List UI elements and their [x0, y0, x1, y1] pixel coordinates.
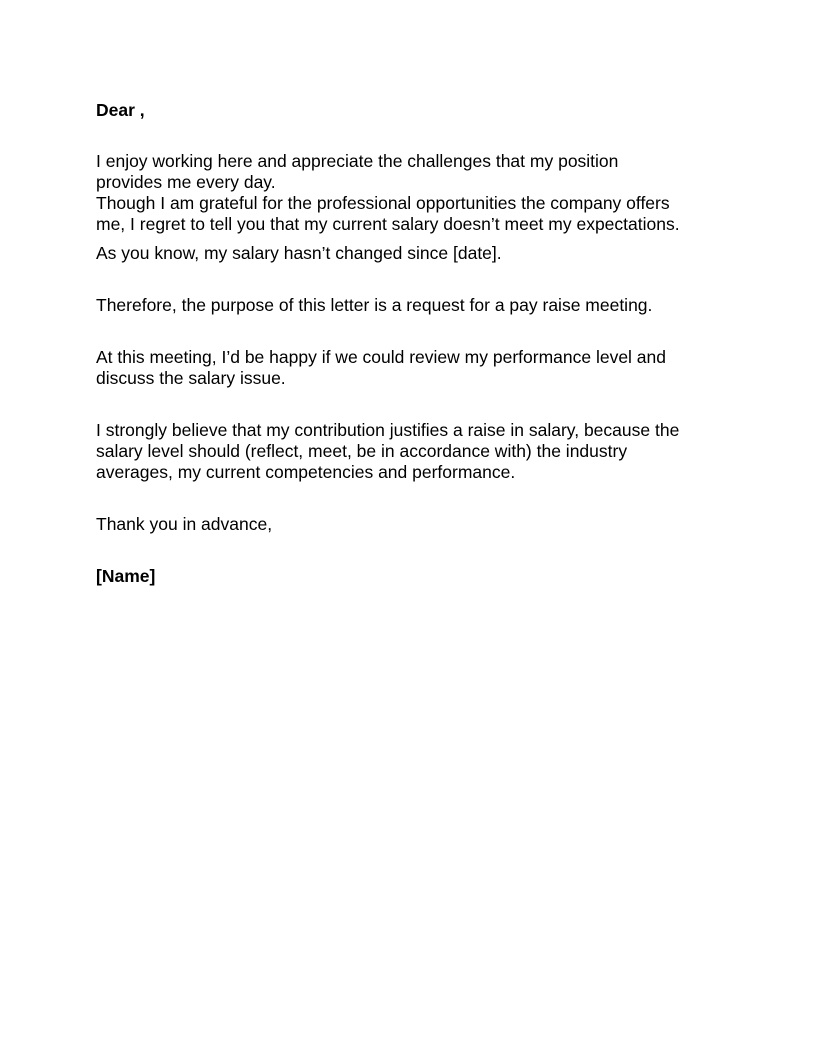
paragraph-purpose [96, 295, 736, 316]
paragraph-line: I strongly believe that my contribution justifies a raise in salary, because the [96, 420, 680, 440]
letter-body [96, 100, 736, 587]
paragraph-line: Therefore, the purpose of this letter is a request for a pay raise meeting. [96, 295, 653, 315]
paragraph-line: provides me every day. [96, 172, 276, 192]
paragraph-salary-unchanged [96, 243, 736, 264]
paragraph-line: I enjoy working here and appreciate the challenges that my position [96, 151, 619, 171]
paragraph-enjoy-working [96, 151, 736, 193]
paragraph-line: Though I am grateful for the professional opportunities the company offers [96, 193, 670, 213]
paragraph-line: salary level should (reflect, meet, be in accordance with) the industry [96, 441, 628, 461]
paragraph-line: me, I regret to tell you that my current salary doesn’t meet my expectations. [96, 214, 680, 234]
paragraph-line: discuss the salary issue. [96, 368, 286, 388]
paragraph-contribution [96, 420, 736, 483]
paragraph-meeting [96, 347, 736, 389]
letter-greeting: Dear , [96, 100, 145, 120]
letter-signature: [Name] [96, 566, 156, 586]
letter-closing: Thank you in advance, [96, 514, 273, 534]
paragraph-line: As you know, my salary hasn’t changed since [date]. [96, 243, 502, 263]
paragraph-line: At this meeting, I’d be happy if we could review my performance level and [96, 347, 667, 367]
paragraph-grateful [96, 193, 736, 235]
paragraph-line: averages, my current competencies and performance. [96, 462, 516, 482]
